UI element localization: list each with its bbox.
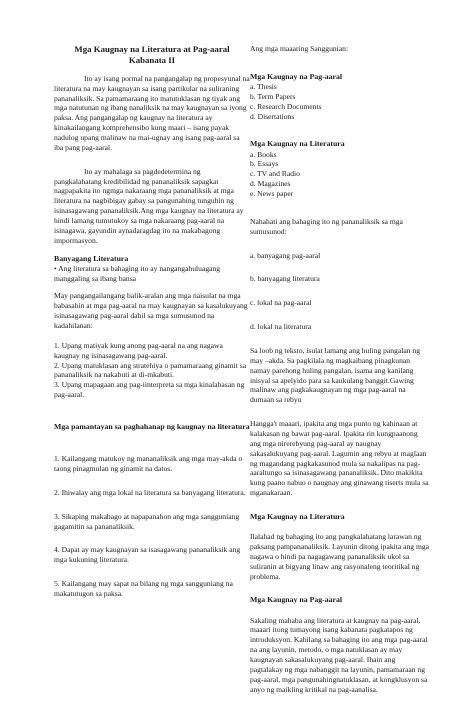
list-item: e. News paper (250, 188, 294, 198)
heading-literatura-section: Mga Kaugnay na Literatura (250, 512, 345, 522)
list-literatura (250, 150, 430, 199)
list-item: a. Books (250, 149, 277, 159)
heading-pag-aaral-section: Mga Kaugnay na Pag-aaral (250, 595, 343, 605)
sources-intro: Ang mga maaaring Sanggunian: (250, 44, 349, 53)
standard-1: 1. Kailangang matukoy ng mananaliksik ang mga may-akda o taong pinagmulan ng ginamit na datos. (54, 454, 243, 474)
part-b: b. banyagang literatura (250, 274, 320, 284)
parts-intro: Nahahati ang bahaging ito ng pananaliksik sa mga sumusunod: (250, 216, 403, 236)
reasons-paragraph: May pangangailangang balik-aralan ang mga naisulat na mga babasahin at mga pag-aaral na may kaugnayan sa kasalukuyang isinasagawang pag-aaral dahil sa mga sumusunod na kadahilanan: (54, 291, 248, 331)
pag-aaral-paragraph: Sakaling mahaba ang literatura at kaugnay na pag-aaral, maaari itong tumayong isang kabanata pagkatapos ng introduksyon. Kabilang sa bahaging ito ang mga pag-aaral na ang layunin, metodo, o mga natuklasan ay may kaugnayan sakasalukuyang pag-aaral. Ihain ang pagtalakay ng mga nabanggit na layunin, pamamaraan ng pag-aaral, mga pangunahingnatuklasan, at kongklusyon sa anyo ng maikling kritikal na pag-aanalisa. (250, 615, 428, 694)
part-a: a. banyagang pag-aaral (250, 250, 321, 260)
right-column (250, 44, 430, 694)
list-item: b. Essays (250, 159, 279, 169)
heading-pamantayan: Mga pamantayan sa paghahanap ng kaugnay na literatura (54, 422, 250, 432)
document-title (54, 44, 250, 67)
title-line-2: Kabanata II (128, 55, 176, 66)
bullet-banyagang: • Ang literatura sa bahaging ito ay nangangahuluagang manggaling sa ibang bansa (54, 263, 221, 283)
intro-paragraph: Ito ay isang pormal na pangangalap ng propesyunal na literatura na may kaugnayan sa isang partikular na suliraning pananaliksik. Sa pamamaraang ito matutuklasan ng tiyak ang mga natutunan ng ibang nanaliksik na may kaugnayan sa iyong paksa. Ang pangangalap ng kaugnay na literatura ay kinakailangang komprehensibo kung maari – isang payak nadulog upang malinaw na mai-ugnay ang isang pag-aaral sa iba pang pag-aaral. (54, 73, 250, 152)
standard-4: 4. Dapat ay may kaugnayan sa isasagawang pananaliksik ang mga kukuning literatura. (54, 545, 241, 565)
heading-kaugnay-literatura: Mga Kaugnay na Literatura (250, 139, 345, 149)
standard-3: 3. Sikaping makabago at napapanahon ang mga sangguniang gagamitin sa pananaliksik. (54, 511, 240, 531)
list-item: c. TV and Radio (250, 169, 300, 179)
list-item: d. Disertations (250, 111, 295, 121)
literatura-paragraph: Ilalahad ng bahaging ito ang pangkalahatang larawan ng paksang pampananaliksik. Layunin ditong ipakita ang mga nagawa o hindi pa nagagawang pananaliksik ukol sa suliranin at bigyang linaw ang rasyonaleng teoritikal ng problema. (250, 532, 430, 581)
heading-kaugnay-pag-aaral: Mga Kaugnay na Pag-aaral (250, 71, 343, 81)
list-item: a. Thesis (250, 81, 277, 91)
citation-paragraph: Sa loob ng teksto, isulat lamang ang huling pangalan ng may –akda. Sa pagkilala ng magkaibang pinagkunan namay parehong huling pangalan, isama ang kanilang inisyal sa apelyido para sa kaukulang banggit.Gawing malinaw ang pagkakaugnayan ng mga pag-aaral na dumaan sa rebyu (250, 346, 420, 405)
review-paragraph: Hangga't maaari, ipakita ang mga punto ng kahinaan at kalakasan ng bawat pag-aaral. Ipakita rin kungpaanong ang mga nirerebyung pag-aaral ay naugnay sakasalukuyang pag-aaral. Lagumin ang rebyu at maglaan ng magandang pagkakasunod mula sa nakalipas na pag-aaraltungo sa isinasagawang pananaliksik. Dito makikita kung paano nabuo o naugnay ang ginawang tiserts mula sa mganakaraan. (250, 419, 429, 498)
list-item: d. Magazines (250, 179, 291, 189)
part-d: d. lokal na literatura (250, 322, 312, 332)
reason-3: 3. Upang mapagaan ang pag-iinterpreta sa mga kinalabasan ng pag-aaral. (54, 380, 245, 400)
importance-paragraph: Ito ay mahalaga sa pagdedetermina ng pangkalahatang kredibilidad ng pananaliksik sapagkat nagpapakita ito ngmga nakaraang mga pananaliksik at mga literatura na nagbibigay gabay sa pangunahing tunguhin ng isinasagawang pananaliksik.Ang mga kaugnay na literatura ay hindi lamang tumutukoy sa mga nakaraang pag-aaral na isinagawa, gayundin aynadaragdag ito na makabagong impormasyon. (54, 166, 244, 245)
left-column (54, 44, 250, 599)
list-item: b. Term Papers (250, 91, 296, 101)
standard-5: 5. Kailangang may sapat na bilang ng mga sangguniang na makatutugon sa paksa. (54, 579, 233, 599)
reason-1: 1. Upang matiyak kung anong pag-aaral na ang nagawa kaugnay ng isinasagawang pag-aaral. (54, 340, 223, 360)
part-c: c. lokal na pag-aaral (250, 298, 312, 308)
title-line-1: Mga Kaugnay na Literatura at Pag-aaral (74, 44, 230, 54)
list-pag-aaral (250, 82, 430, 121)
reason-2: 2. Upang matuklasan ang stratehiya o pamamaraang ginamit sa pananaliksik na nakabuti at di-mkabuti. (54, 360, 247, 380)
heading-banyagang-literatura: Banyagang Literatura (54, 253, 129, 263)
standard-2: 2. Ihiwalay ang mga lokal na literatura sa banyagang literatura. (54, 487, 246, 497)
list-item: c. Research Documents (250, 101, 322, 111)
